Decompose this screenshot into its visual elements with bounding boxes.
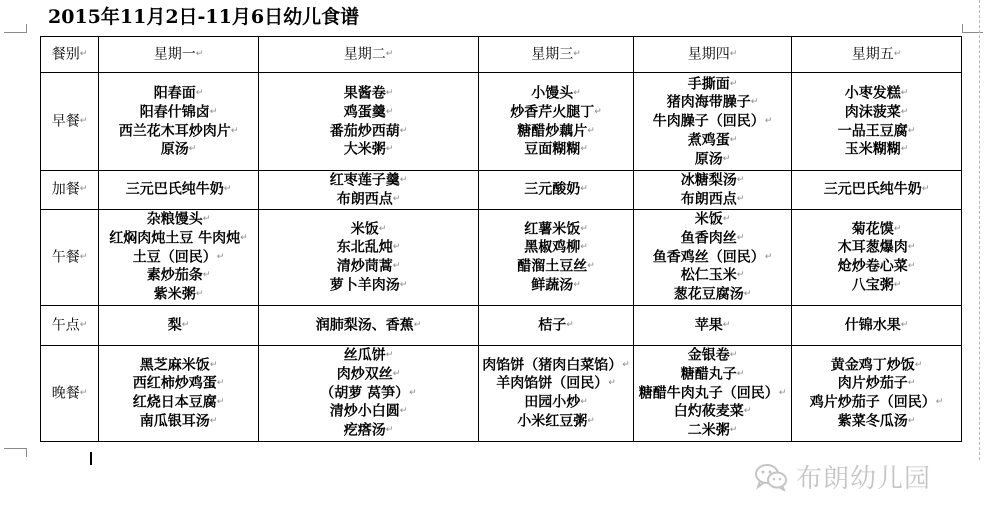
dish-item: 紫米粥 <box>153 286 196 303</box>
menu-cell: 果酱卷↵ 鸡蛋羹↵ 番茄炒西葫↵ 大米粥↵ <box>259 73 479 171</box>
dish-item: 菊花馍 <box>851 220 894 237</box>
menu-cell: 小枣发糕↵ 肉沫菠菜↵ 一品王豆腐↵ 玉米糊糊↵ <box>792 73 962 171</box>
dish-item: 玉米糊糊 <box>844 141 901 158</box>
dish-item: 阳春什锦卤 <box>139 104 210 120</box>
wechat-icon <box>754 463 788 491</box>
menu-cell: 梨↵ <box>99 305 259 345</box>
menu-cell: 米饭↵ 东北乱炖↵ 清炒茼蒿↵ 萝卜羊肉汤↵ <box>259 209 479 305</box>
dish-item: 小枣发糕 <box>844 85 901 102</box>
dish-item: 糖醋丸子 <box>680 366 737 383</box>
dish-item: 米饭 <box>350 220 379 237</box>
dish-item: 果酱卷 <box>343 85 386 102</box>
menu-cell: 金银卷↵ 糖醋丸子↵ 糖醋牛肉丸子（回民）↵ 白灼莜麦菜↵ 二米粥↵ <box>634 345 792 441</box>
dish-item: 煮鸡蛋 <box>687 132 730 149</box>
menu-table <box>40 36 962 442</box>
meal-label: 晚餐 <box>51 384 80 401</box>
table-row-lunch <box>41 209 962 305</box>
dish-item: 炒香芹火腿丁 <box>510 104 595 120</box>
table-row-afternoon-snack <box>41 305 962 345</box>
dish-item: 田园小炒 <box>524 394 581 411</box>
dish-item: 布朗西点 <box>336 191 393 207</box>
dish-item: 二米粥 <box>687 422 730 439</box>
dish-item: 苹果 <box>694 316 723 333</box>
dish-item: 阳春面 <box>153 85 196 102</box>
dish-item: 三元巴氏纯牛奶 <box>823 181 922 198</box>
dish-item: 羊肉馅饼（回民） <box>496 375 609 392</box>
dish-item: 南瓜银耳汤 <box>139 413 210 429</box>
dish-item: 清炒小白圆 <box>329 403 400 420</box>
meal-label-cell: 午点↵ <box>41 305 99 345</box>
dish-item: 紫菜冬瓜汤 <box>837 413 908 429</box>
dish-item: 松仁玉米 <box>680 267 737 284</box>
document-title: 2015年11月2日-11月6日幼儿食谱 <box>48 6 360 28</box>
menu-cell: 小馒头↵ 炒香芹火腿丁↵ 糖醋炒藕片↵ 豆面糊糊↵ <box>479 73 634 171</box>
dish-item: 手撕面 <box>687 75 730 92</box>
dish-item: 牛肉臊子（回民） <box>652 113 765 130</box>
dish-item: 肉馅饼（猪肉白菜馅） <box>482 356 623 373</box>
dish-item: 番茄炒西葫 <box>329 122 400 139</box>
dish-item: 清炒茼蒿 <box>336 258 393 275</box>
dish-item: 红烧日本豆腐 <box>132 394 217 411</box>
dish-item: 杂粮馒头 <box>146 211 203 228</box>
day-label: 星期三 <box>531 46 574 63</box>
meal-label: 午餐 <box>51 248 80 265</box>
meal-label-cell: 午餐↵ <box>41 209 99 305</box>
header-cell-day: 星期三↵ <box>479 37 634 73</box>
dish-item: 大米粥 <box>343 141 386 158</box>
menu-cell: 黄金鸡丁炒饭↵ 肉片炒茄子↵ 鸡片炒茄子（回民）↵ 紫菜冬瓜汤↵ <box>792 345 962 441</box>
menu-cell: 润肺梨汤、香蕉↵ <box>259 305 479 345</box>
header-cell-day: 星期五↵ <box>792 37 962 73</box>
menu-cell: 苹果↵ <box>634 305 792 345</box>
dish-item: 炝炒卷心菜 <box>837 258 908 275</box>
menu-cell: 桔子↵ <box>479 305 634 345</box>
menu-cell: 手撕面↵ 猪肉海带臊子↵ 牛肉臊子（回民）↵ 煮鸡蛋↵ 原汤↵ <box>634 73 792 171</box>
dish-item: 冰糖梨汤 <box>680 172 737 189</box>
dish-item: （胡萝 莴笋） <box>320 384 410 401</box>
dish-item: 鸡蛋羹 <box>343 104 386 120</box>
dish-item: 东北乱炖 <box>336 239 393 256</box>
header-row <box>41 37 962 73</box>
dish-item: 鲜蔬汤 <box>531 277 574 293</box>
dish-item: 素炒茄条 <box>146 267 203 284</box>
page-margin-guide <box>979 0 980 460</box>
dish-item: 三元巴氏纯牛奶 <box>125 181 224 198</box>
menu-cell: 什锦水果↵ <box>792 305 962 345</box>
menu-cell: 丝瓜饼↵ 肉炒双丝↵ （胡萝 莴笋）↵ 清炒小白圆↵ 疙瘩汤↵ <box>259 345 479 441</box>
menu-cell: 阳春面↵ 阳春什锦卤↵ 西兰花木耳炒肉片↵ 原汤↵ <box>99 73 259 171</box>
dish-item: 西兰花木耳炒肉片 <box>118 122 231 139</box>
day-label: 星期五 <box>851 46 894 63</box>
dish-item: 米饭 <box>694 211 723 228</box>
menu-cell: 黑芝麻米饭↵ 西红柿炒鸡蛋↵ 红烧日本豆腐↵ 南瓜银耳汤↵ <box>99 345 259 441</box>
dish-item: 原汤 <box>160 141 189 158</box>
dish-item: 原汤 <box>694 150 723 167</box>
dish-item: 鱼香肉丝 <box>680 230 737 247</box>
dish-item: 猪肉海带臊子 <box>666 94 751 111</box>
header-cell-meal: 餐别↵ <box>41 37 99 73</box>
dish-item: 小米红豆粥 <box>517 413 588 429</box>
dish-item: 醋溜土豆丝 <box>517 258 588 275</box>
text-cursor <box>90 452 92 465</box>
day-label: 星期一 <box>153 46 196 63</box>
dish-item: 木耳葱爆肉 <box>837 239 908 256</box>
dish-item: 肉沫菠菜 <box>844 104 901 120</box>
dish-item: 肉炒双丝 <box>336 366 393 383</box>
day-label: 星期四 <box>687 46 730 63</box>
dish-item: 桔子 <box>538 316 567 333</box>
dish-item: 三元酸奶 <box>524 181 581 198</box>
dish-item: 肉片炒茄子 <box>837 375 908 392</box>
menu-cell: 冰糖梨汤↵ 布朗西点↵ <box>634 171 792 210</box>
dish-item: 润肺梨汤、香蕉 <box>315 316 414 333</box>
table-row-dinner <box>41 345 962 441</box>
menu-cell: 红薯米饭↵ 黑椒鸡柳↵ 醋溜土豆丝↵ 鲜蔬汤↵ <box>479 209 634 305</box>
margin-corner-mark <box>4 448 27 457</box>
meal-label-cell: 早餐↵ <box>41 73 99 171</box>
dish-item: 金银卷 <box>687 347 730 364</box>
dish-item: 红焖肉炖土豆 牛肉炖 <box>109 230 241 247</box>
header-cell-day: 星期一↵ <box>99 37 259 73</box>
dish-item: 八宝粥 <box>851 277 894 293</box>
dish-item: 鸡片炒茄子（回民） <box>809 394 936 411</box>
meal-label: 午点 <box>51 316 80 333</box>
dish-item: 糖醋牛肉丸子（回民） <box>638 384 779 401</box>
dish-item: 黑芝麻米饭 <box>139 356 210 373</box>
dish-item: 萝卜羊肉汤 <box>329 277 400 293</box>
menu-cell: 三元酸奶↵ <box>479 171 634 210</box>
dish-item: 土豆（回民） <box>132 248 217 265</box>
dish-item: 西红柿炒鸡蛋 <box>132 375 217 392</box>
dish-item: 布朗西点 <box>680 191 737 207</box>
meal-label: 早餐 <box>51 113 80 130</box>
menu-cell: 杂粮馒头↵ 红焖肉炖土豆 牛肉炖↵ 土豆（回民）↵ 素炒茄条↵ 紫米粥↵ <box>99 209 259 305</box>
dish-item: 葱花豆腐汤 <box>673 286 744 303</box>
table-row-snack <box>41 171 962 210</box>
dish-item: 鱼香鸡丝（回民） <box>652 248 765 265</box>
menu-cell: 红枣莲子羹↵ 布朗西点↵ <box>259 171 479 210</box>
dish-item: 什锦水果 <box>844 316 901 333</box>
header-label: 餐别 <box>51 46 80 63</box>
meal-label-cell: 晚餐↵ <box>41 345 99 441</box>
day-label: 星期二 <box>343 46 386 63</box>
dish-item: 丝瓜饼 <box>343 347 386 364</box>
menu-cell: 三元巴氏纯牛奶↵ <box>99 171 259 210</box>
dish-item: 疙瘩汤 <box>343 422 386 439</box>
dish-item: 红枣莲子羹 <box>329 172 400 189</box>
header-cell-day: 星期四↵ <box>634 37 792 73</box>
menu-cell: 米饭↵ 鱼香肉丝↵ 鱼香鸡丝（回民）↵ 松仁玉米↵ 葱花豆腐汤↵ <box>634 209 792 305</box>
dish-item: 小馒头 <box>531 85 574 102</box>
menu-cell: 三元巴氏纯牛奶↵ <box>792 171 962 210</box>
dish-item: 白灼莜麦菜 <box>673 403 744 420</box>
dish-item: 黄金鸡丁炒饭 <box>830 356 915 373</box>
meal-label-cell: 加餐↵ <box>41 171 99 210</box>
dish-item: 红薯米饭 <box>524 220 581 237</box>
dish-item: 梨 <box>167 316 182 333</box>
header-cell-day: 星期二↵ <box>259 37 479 73</box>
watermark-text: 布朗幼儿园 <box>796 464 932 494</box>
dish-item: 一品王豆腐 <box>837 122 908 139</box>
dish-item: 糖醋炒藕片 <box>517 122 588 139</box>
meal-label: 加餐 <box>51 181 80 198</box>
watermark <box>754 458 931 495</box>
dish-item: 豆面糊糊 <box>524 141 581 158</box>
menu-cell: 肉馅饼（猪肉白菜馅）↵ 羊肉馅饼（回民）↵ 田园小炒↵ 小米红豆粥↵ <box>479 345 634 441</box>
dish-item: 黑椒鸡柳 <box>524 239 581 256</box>
menu-cell: 菊花馍↵ 木耳葱爆肉↵ 炝炒卷心菜↵ 八宝粥↵ <box>792 209 962 305</box>
table-row-breakfast <box>41 73 962 171</box>
margin-corner-mark <box>4 24 27 33</box>
